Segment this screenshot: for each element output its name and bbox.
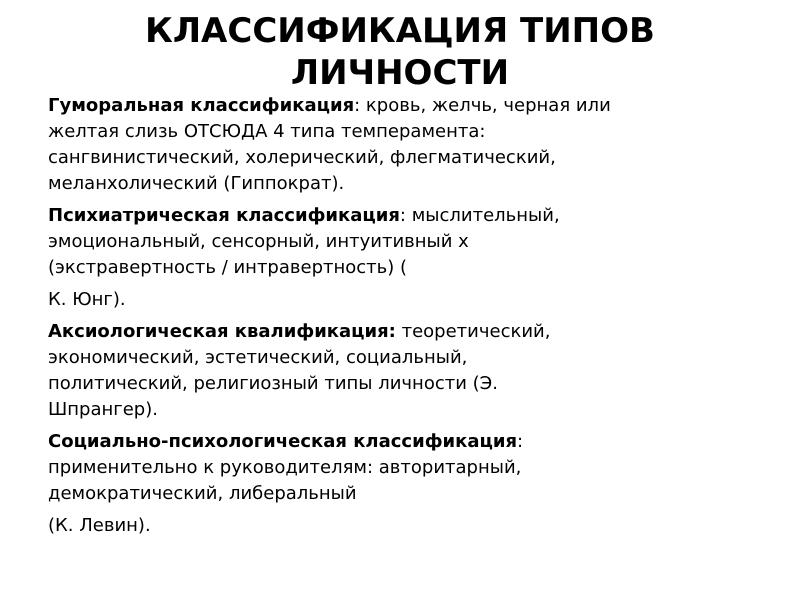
item-term: Аксиологическая квалификация: <box>48 321 396 342</box>
item-psychiatric <box>48 203 768 313</box>
item-text: : кровь, желчь, черная или <box>354 95 611 116</box>
item-line: демократический, либеральный <box>48 483 357 504</box>
item-term: Гуморальная классификация <box>48 95 355 116</box>
item-term: Психиатрическая классификация <box>48 205 400 226</box>
item-term: Социально-психологическая классификация <box>48 431 518 452</box>
item-line: (экстравертность / интравертность) ( <box>48 257 408 278</box>
item-line <box>48 429 768 455</box>
item-line: меланхолический (Гиппократ). <box>48 173 345 194</box>
slide-body <box>48 93 768 539</box>
item-line: К. Юнг). <box>48 289 126 310</box>
item-text: : мыслительный, <box>399 205 560 226</box>
title-line-1: КЛАССИФИКАЦИЯ ТИПОВ <box>145 11 655 51</box>
item-line: Шпрангер). <box>48 399 158 420</box>
title-line-2: ЛИЧНОСТИ <box>290 53 510 93</box>
item-socio-psychological <box>48 429 768 539</box>
item-axiological <box>48 319 768 423</box>
item-line: эмоциональный, сенсорный, интуитивный х <box>48 231 469 252</box>
item-line: сангвинистический, холерический, флегматический, <box>48 147 556 168</box>
item-text: теоретический, <box>395 321 551 342</box>
item-line: применительно к руководителям: авторитарный, <box>48 457 522 478</box>
item-line: политический, религиозный типы личности (Э. <box>48 373 498 394</box>
item-line <box>48 93 768 119</box>
item-line <box>48 203 768 229</box>
item-line <box>48 319 768 345</box>
item-text: : <box>517 431 524 452</box>
item-humoral <box>48 93 768 197</box>
item-line: (К. Левин). <box>48 515 151 536</box>
item-line: желтая слизь ОТСЮДА 4 типа темперамента: <box>48 121 486 142</box>
slide-title <box>100 10 700 94</box>
item-line: экономический, эстетический, социальный, <box>48 347 468 368</box>
